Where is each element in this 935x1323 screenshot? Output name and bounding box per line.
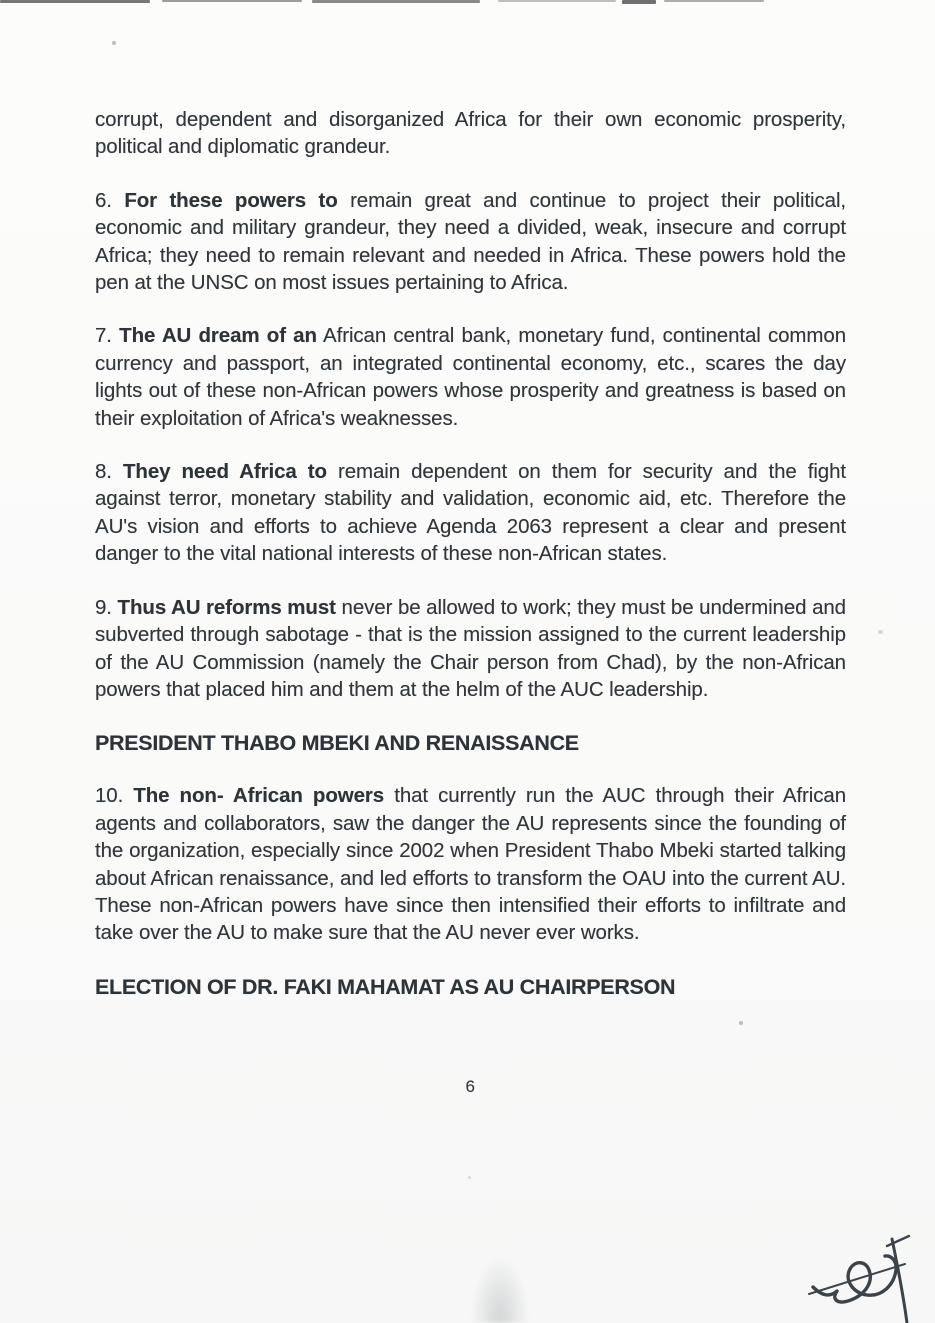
scan-smudge	[472, 1258, 528, 1323]
paragraph-text: never be allowed to work; they must be undermined and subverted through sabotage - that is the mission assigned to the current leadership of the AU Commission (namely the Chair person from Chad), by the non-African powers that placed him and them at the helm of the AUC leadership.	[95, 595, 846, 701]
heading-mbeki-renaissance: PRESIDENT THABO MBEKI AND RENAISSANCE	[95, 731, 579, 756]
paragraph-lead: They need Africa to	[122, 460, 327, 484]
scan-edge-artifact	[312, 0, 480, 3]
heading-election-chairperson: ELECTION OF DR. FAKI MAHAMAT AS AU CHAIRPERSON	[95, 974, 676, 999]
paragraph-9	[95, 594, 846, 704]
paragraph-lead: The non- African powers	[133, 784, 385, 808]
paragraph-number: 10.	[95, 784, 124, 808]
scan-edge-artifact	[162, 0, 302, 2]
scan-speck	[739, 1021, 743, 1025]
paragraph-number: 9.	[95, 595, 112, 619]
paragraph-number: 8.	[95, 460, 112, 484]
paragraph-number: 6.	[95, 188, 112, 212]
scan-edge-artifact	[498, 0, 616, 2]
scan-edge-artifact	[622, 0, 656, 4]
scan-edge-artifact	[664, 0, 764, 2]
paragraph-intro-continuation: corrupt, dependent and disorganized Africa for their own economic prosperity, political and diplomatic grandeur.	[95, 108, 846, 159]
paragraph-6	[95, 187, 846, 297]
document-body	[95, 106, 846, 1100]
paragraph-lead: The AU dream of an	[119, 324, 317, 348]
paragraph-text: remain dependent on them for security and the fight against terror, monetary stability and validation, economic aid, etc. Therefore the AU's vision and efforts to achieve Agenda 2063 represent a clear and present danger to the vital national interests of these non-African states.	[95, 460, 846, 566]
scan-speck	[112, 41, 116, 45]
paragraph-lead: For these powers to	[124, 188, 338, 212]
paragraph-7	[95, 322, 846, 432]
paragraph-text: that currently run the AUC through their African agents and collaborators, saw the danger the AU represents since the founding of the organization, especially since 2002 when President Thabo Mbeki started talking about African renaissance, and led efforts to transform the OAU into the current AU. These non-African powers have since then intensified their efforts to infiltrate and take over the AU to make sure that the AU never ever works.	[95, 784, 846, 945]
scan-speck	[468, 1176, 471, 1179]
paragraph-10	[95, 782, 846, 946]
paragraph-8	[95, 458, 846, 568]
scan-edge-artifact	[0, 0, 150, 3]
paragraph-lead: Thus AU reforms must	[117, 595, 336, 619]
page-number: 6	[465, 1076, 476, 1096]
paragraph-number: 7.	[95, 324, 112, 348]
scan-speck	[878, 630, 883, 634]
signature-mark	[807, 1223, 929, 1323]
paragraph-text: remain great and continue to project their political, economic and military grandeur, they need a divided, weak, insecure and corrupt Africa; they need to remain relevant and needed in Africa. These powers hold the pen at the UNSC on most issues pertaining to Africa.	[95, 188, 846, 295]
paragraph-text: African central bank, monetary fund, continental common currency and passport, an integrated continental economy, etc., scares the day lights out of these non-African powers whose prosperity and greatness is based on their exploitation of Africa's weaknesses.	[95, 324, 846, 430]
